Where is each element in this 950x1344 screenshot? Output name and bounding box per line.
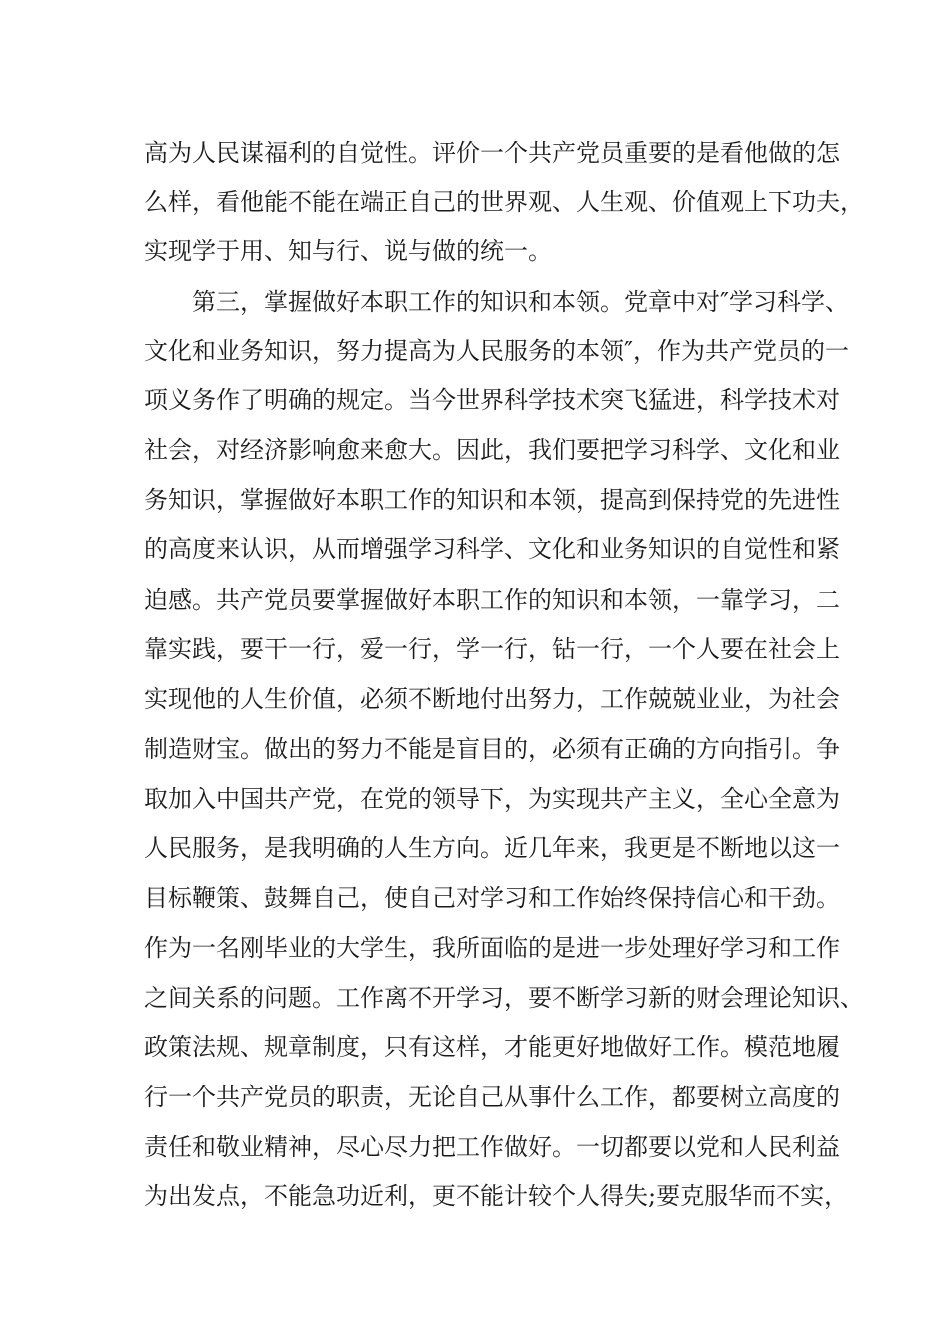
text-line: 么样，看他能不能在端正自己的世界观、人生观、价值观上下功夫，: [144, 188, 864, 216]
text-line: 作为一名刚毕业的大学生，我所面临的是进一步处理好学习和工作: [144, 934, 840, 962]
text-line: 高为人民谋福利的自觉性。评价一个共产党员重要的是看他做的怎: [144, 139, 840, 167]
paragraph-first-line: 第三，掌握做好本职工作的知识和本领。党章中对″学习科学、: [192, 288, 849, 316]
text-line: 取加入中国共产党，在党的领导下，为实现共产主义，全心全意为: [144, 785, 840, 813]
text-line: 人民服务，是我明确的人生方向。近几年来，我更是不断地以这一: [144, 834, 840, 862]
text-line: 项义务作了明确的规定。当今世界科学技术突飞猛进，科学技术对: [144, 386, 840, 414]
text-line: 社会，对经济影响愈来愈大。因此，我们要把学习科学、文化和业: [144, 436, 840, 464]
text-line: 责任和敬业精神，尽心尽力把工作做好。一切都要以党和人民利益: [144, 1133, 840, 1161]
text-line: 政策法规、规章制度，只有这样，才能更好地做好工作。模范地履: [144, 1033, 840, 1061]
text-line: 务知识，掌握做好本职工作的知识和本领，提高到保持党的先进性: [144, 486, 840, 514]
text-line: 行一个共产党员的职责，无论自己从事什么工作，都要树立高度的: [144, 1083, 840, 1111]
text-line: 为出发点，不能急功近利，更不能计较个人得失;要克服华而不实，: [144, 1182, 849, 1210]
text-line: 实现他的人生价值，必须不断地付出努力，工作兢兢业业，为社会: [144, 685, 840, 713]
text-line: 文化和业务知识，努力提高为人民服务的本领″，作为共产党员的一: [144, 337, 849, 365]
text-line: 靠实践，要干一行，爱一行，学一行，钻一行，一个人要在社会上: [144, 635, 840, 663]
text-line: 迫感。共产党员要掌握做好本职工作的知识和本领，一靠学习，二: [144, 586, 840, 614]
text-line: 制造财宝。做出的努力不能是盲目的，必须有正确的方向指引。争: [144, 735, 840, 763]
text-line: 的高度来认识，从而增强学习科学、文化和业务知识的自觉性和紧: [144, 535, 840, 563]
text-line: 实现学于用、知与行、说与做的统一。: [144, 237, 552, 265]
text-line: 之间关系的问题。工作离不开学习，要不断学习新的财会理论知识、: [144, 984, 864, 1012]
text-line: 目标鞭策、鼓舞自己，使自己对学习和工作始终保持信心和干劲。: [144, 884, 840, 912]
